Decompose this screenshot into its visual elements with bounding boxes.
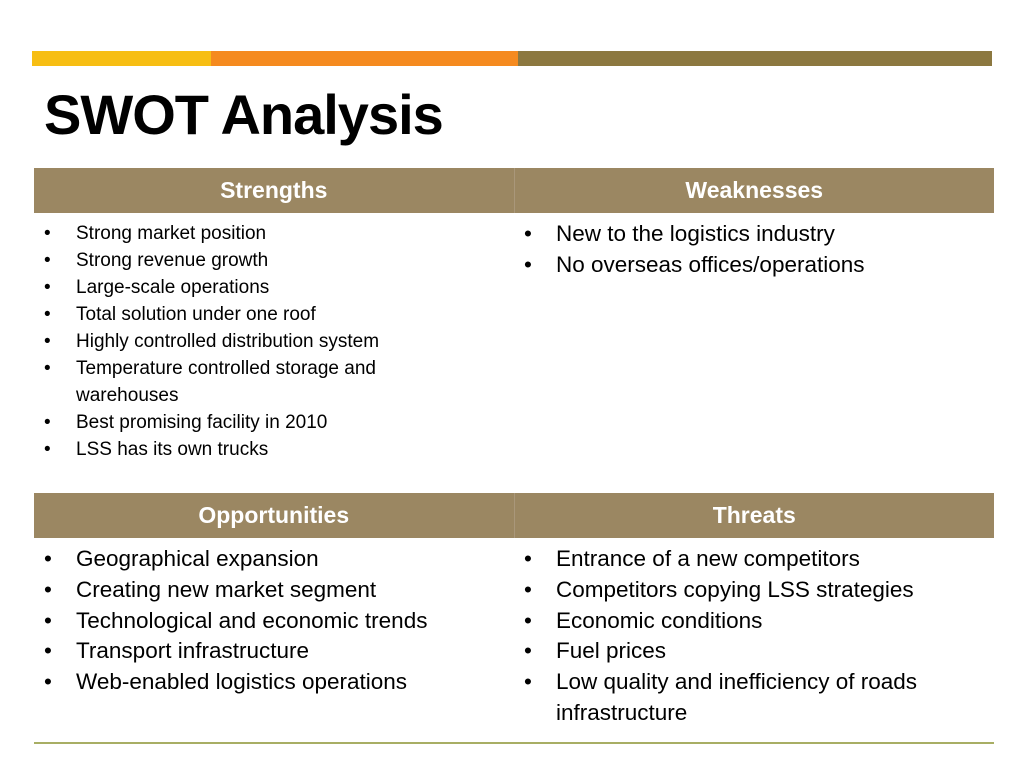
threats-cell [514,538,994,738]
opportunities-item: • Web-enabled logistics operations [34,667,514,698]
weaknesses-list [514,213,994,281]
header-row-bottom [34,493,994,538]
strengths-item: • Strong revenue growth [34,247,514,274]
accent-segment-olive [518,51,992,66]
threats-list [514,538,994,729]
weaknesses-cell [514,213,994,493]
strengths-item: • Total solution under one roof [34,301,514,328]
body-row-bottom [34,538,994,738]
threats-item: • Low quality and inefficiency of roads infrastructure [514,667,994,729]
header-row-top [34,168,994,213]
strengths-item: • Highly controlled distribution system [34,328,514,355]
threats-heading: Threats [514,493,995,538]
threats-item: • Fuel prices [514,636,994,667]
strengths-heading: Strengths [220,177,328,203]
strengths-item: • LSS has its own trucks [34,436,514,463]
strengths-item: • Large-scale operations [34,274,514,301]
strengths-cell [34,213,514,493]
strengths-item: • Best promising facility in 2010 [34,409,514,436]
opportunities-list [34,538,514,698]
accent-segment-yellow [32,51,211,66]
slide-title: SWOT Analysis [44,83,443,146]
opportunities-item: • Technological and economic trends [34,606,514,637]
accent-bar [32,51,992,66]
opportunities-item: • Creating new market segment [34,575,514,606]
strengths-list [34,213,514,463]
weaknesses-item: • No overseas offices/operations [514,250,994,281]
opportunities-cell [34,538,514,738]
accent-segment-orange [211,51,518,66]
weaknesses-item: • New to the logistics industry [514,219,994,250]
swot-bottom-row [34,493,994,738]
opportunities-heading: Opportunities [198,502,350,528]
opportunities-item: • Geographical expansion [34,544,514,575]
threats-item: • Competitors copying LSS strategies [514,575,994,606]
weaknesses-heading: Weaknesses [514,168,995,213]
opportunities-item: • Transport infrastructure [34,636,514,667]
swot-top-row [34,168,994,493]
strengths-item: • Temperature controlled storage and warehouses [34,355,514,409]
footer-line [34,742,994,744]
strengths-item: • Strong market position [34,220,514,247]
threats-item: • Economic conditions [514,606,994,637]
body-row-top [34,213,994,493]
threats-item: • Entrance of a new competitors [514,544,994,575]
